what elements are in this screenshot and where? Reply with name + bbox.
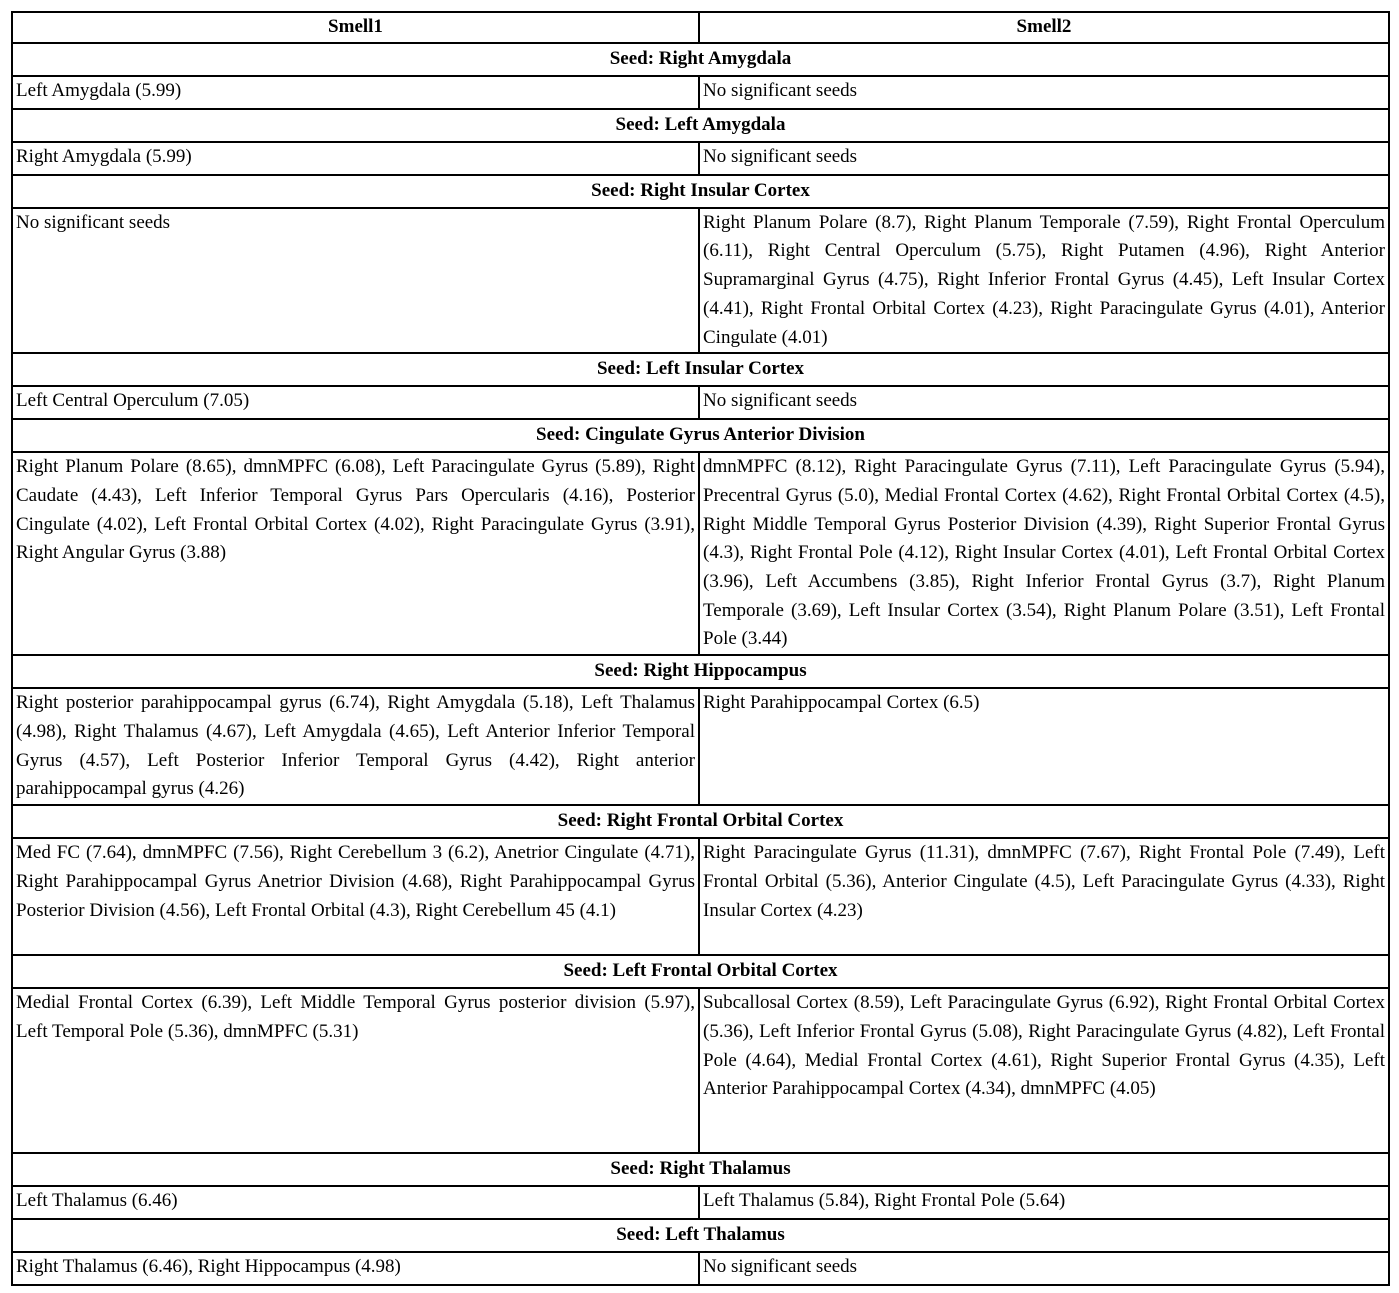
table-row xyxy=(12,386,1389,419)
seed-row xyxy=(12,805,1389,838)
smell1-cell: Left Central Operculum (7.05) xyxy=(12,386,699,419)
smell1-cell: Right Planum Polare (8.65), dmnMPFC (6.08), Left Paracingulate Gyrus (5.89), Right Caudate (4.43), Left Inferior Temporal Gyrus Pars Opercularis (4.16), Posterior Cingulate (4.02), Left Frontal Orbital Cortex (4.02), Right Paracingulate Gyrus (3.91), Right Angular Gyrus (3.88) xyxy=(12,452,699,655)
seed-label: Seed: Cingulate Gyrus Anterior Division xyxy=(12,419,1389,452)
connectivity-table xyxy=(11,11,1390,1286)
column-header-smell2: Smell2 xyxy=(699,12,1389,43)
smell2-cell: Right Paracingulate Gyrus (11.31), dmnMPFC (7.67), Right Frontal Pole (7.49), Left Frontal Orbital (5.36), Anterior Cingulate (4.5), Left Paracingulate Gyrus (4.33), Right Insular Cortex (4.23) xyxy=(699,838,1389,955)
seed-row xyxy=(12,109,1389,142)
smell2-cell: dmnMPFC (8.12), Right Paracingulate Gyrus (7.11), Left Paracingulate Gyrus (5.94), Precentral Gyrus (5.0), Medial Frontal Cortex (4.62), Right Frontal Orbital Cortex (4.5), Right Middle Temporal Gyrus Posterior Division (4.39), Right Superior Frontal Gyrus (4.3), Right Frontal Pole (4.12), Right Insular Cortex (4.01), Left Frontal Orbital Cortex (3.96), Left Accumbens (3.85), Right Inferior Frontal Gyrus (3.7), Right Planum Temporale (3.69), Left Insular Cortex (3.54), Right Planum Polare (3.51), Left Frontal Pole (3.44) xyxy=(699,452,1389,655)
seed-label: Seed: Right Thalamus xyxy=(12,1153,1389,1186)
smell1-cell: Left Thalamus (6.46) xyxy=(12,1186,699,1219)
smell2-cell: No significant seeds xyxy=(699,386,1389,419)
seed-label: Seed: Right Hippocampus xyxy=(12,655,1389,688)
smell2-cell: Left Thalamus (5.84), Right Frontal Pole (5.64) xyxy=(699,1186,1389,1219)
seed-label: Seed: Left Frontal Orbital Cortex xyxy=(12,955,1389,988)
smell1-cell: Right posterior parahippocampal gyrus (6.74), Right Amygdala (5.18), Left Thalamus (4.98), Right Thalamus (4.67), Left Amygdala (4.65), Left Anterior Inferior Temporal Gyrus (4.57), Left Posterior Inferior Temporal Gyrus (4.42), Right anterior parahippocampal gyrus (4.26) xyxy=(12,688,699,805)
smell1-cell: No significant seeds xyxy=(12,208,699,354)
smell2-cell: Right Parahippocampal Cortex (6.5) xyxy=(699,688,1389,805)
table-row xyxy=(12,688,1389,805)
table-row xyxy=(12,452,1389,655)
smell1-cell: Right Thalamus (6.46), Right Hippocampus (4.98) xyxy=(12,1252,699,1285)
smell2-cell: No significant seeds xyxy=(699,142,1389,175)
smell1-cell: Med FC (7.64), dmnMPFC (7.56), Right Cerebellum 3 (6.2), Anetrior Cingulate (4.71), Right Parahippocampal Gyrus Anetrior Division (4.68), Right Parahippocampal Gyrus Posterior Division (4.56), Left Frontal Orbital (4.3), Right Cerebellum 45 (4.1) xyxy=(12,838,699,955)
seed-row xyxy=(12,175,1389,208)
table-row xyxy=(12,142,1389,175)
table-row xyxy=(12,1186,1389,1219)
seed-label: Seed: Left Thalamus xyxy=(12,1219,1389,1252)
seed-row xyxy=(12,955,1389,988)
smell2-cell: Subcallosal Cortex (8.59), Left Paracingulate Gyrus (6.92), Right Frontal Orbital Cortex (5.36), Left Inferior Frontal Gyrus (5.08), Right Paracingulate Gyrus (4.82), Left Frontal Pole (4.64), Medial Frontal Cortex (4.61), Right Superior Frontal Gyrus (4.35), Left Anterior Parahippocampal Cortex (4.34), dmnMPFC (4.05) xyxy=(699,988,1389,1153)
smell2-cell: Right Planum Polare (8.7), Right Planum Temporale (7.59), Right Frontal Operculum (6.11), Right Central Operculum (5.75), Right Putamen (4.96), Right Anterior Supramarginal Gyrus (4.75), Right Inferior Frontal Gyrus (4.45), Left Insular Cortex (4.41), Right Frontal Orbital Cortex (4.23), Right Paracingulate Gyrus (4.01), Anterior Cingulate (4.01) xyxy=(699,208,1389,354)
table-row xyxy=(12,1252,1389,1285)
smell2-cell: No significant seeds xyxy=(699,1252,1389,1285)
header-row xyxy=(12,12,1389,43)
seed-row xyxy=(12,43,1389,76)
table-row xyxy=(12,208,1389,354)
seed-row xyxy=(12,1153,1389,1186)
seed-row xyxy=(12,1219,1389,1252)
seed-label: Seed: Right Amygdala xyxy=(12,43,1389,76)
column-header-smell1: Smell1 xyxy=(12,12,699,43)
seed-label: Seed: Left Amygdala xyxy=(12,109,1389,142)
seed-label: Seed: Left Insular Cortex xyxy=(12,353,1389,386)
table-row xyxy=(12,76,1389,109)
table-row xyxy=(12,838,1389,955)
seed-row xyxy=(12,353,1389,386)
table-row xyxy=(12,988,1389,1153)
seed-label: Seed: Right Frontal Orbital Cortex xyxy=(12,805,1389,838)
seed-row xyxy=(12,655,1389,688)
smell1-cell: Medial Frontal Cortex (6.39), Left Middle Temporal Gyrus posterior division (5.97), Left Temporal Pole (5.36), dmnMPFC (5.31) xyxy=(12,988,699,1153)
smell1-cell: Right Amygdala (5.99) xyxy=(12,142,699,175)
seed-label: Seed: Right Insular Cortex xyxy=(12,175,1389,208)
smell1-cell: Left Amygdala (5.99) xyxy=(12,76,699,109)
smell2-cell: No significant seeds xyxy=(699,76,1389,109)
seed-row xyxy=(12,419,1389,452)
